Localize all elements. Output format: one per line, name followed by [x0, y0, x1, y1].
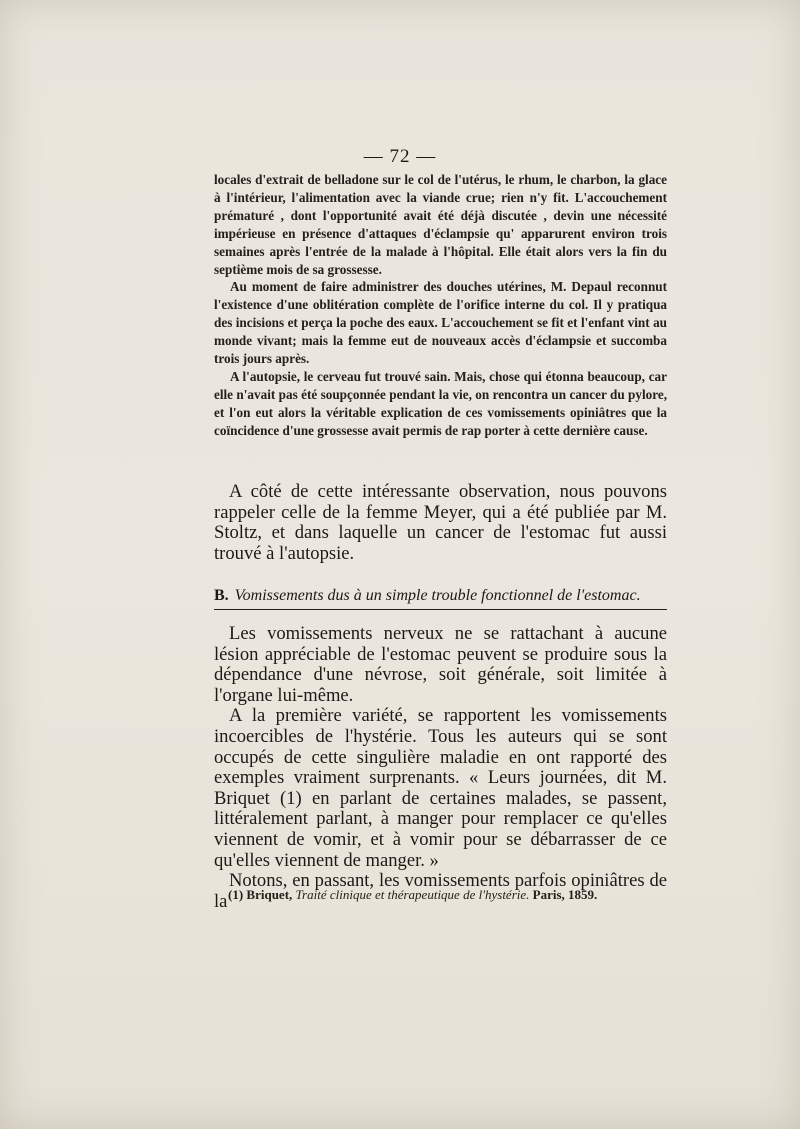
section-title: Vomissements dus à un simple trouble fonctionnel de l'estomac. — [234, 587, 641, 604]
footnote-author: Briquet, — [246, 887, 293, 902]
section-letter: B. — [214, 587, 229, 604]
body-text — [214, 624, 667, 912]
footnote — [228, 887, 668, 903]
intro-text — [214, 482, 667, 564]
section-heading — [214, 586, 667, 610]
footnote-book-title: Traité clinique et thérapeutique de l'hystérie. — [295, 887, 530, 902]
observation-paragraph-1: locales d'extrait de belladone sur le col de l'utérus, le rhum, le charbon, la glace à l'intérieur, l'alimentation avec la viande crue; rien n'y fit. L'accouchement prématuré , dont l'opportunité avait été déjà discutée , devin une nécessité impérieuse en présence d'attaques d'éclampsie qu' apparurent environ trois semaines après l'entrée de la malade à l'hôpital. Elle était alors vers la fin du septième mois de sa grossesse. — [214, 172, 667, 277]
body-paragraph-2: A la première variété, se rapportent les vomissements incoercibles de l'hystérie. Tous les auteurs qui se sont occupés de cette singulière maladie en ont rapporté des exemples vraiment surprenants. « Leurs journées, dit M. Briquet (1) en parlant de certaines malades, se passent, littéralement parlant, à manger pour remplacer ce qu'elles viennent de vomir, et à vomir pour se débarrasser de ce qu'elles viennent de manger. » — [214, 705, 667, 871]
observation-text — [214, 171, 667, 440]
footnote-publication: Paris, 1859. — [532, 887, 598, 902]
intro-paragraph: A côté de cette intéressante observation, nous pouvons rappeler celle de la femme Meyer, qui a été publiée par M. Stoltz, et dans laquelle un cancer de l'estomac fut aussi trouvé à l'autopsie. — [214, 481, 667, 564]
observation-paragraph-2: Au moment de faire administrer des douches utérines, M. Depaul reconnut l'existence d'une oblitération complète de l'orifice interne du col. Il y pratiqua des incisions et perça la poche des eaux. L'accouchement se fit et l'enfant vint au monde vivant; mais la femme eut de nouveaux accès d'éclampsie et succomba trois jours après. — [214, 279, 667, 367]
page-number: — 72 — — [363, 146, 437, 167]
body-paragraph-1: Les vomissements nerveux ne se rattachant à aucune lésion appréciable de l'estomac peuvent se produire sous la dépendance d'une névrose, soit générale, soit limitée à l'organe lui-même. — [214, 623, 667, 706]
footnote-marker: (1) — [228, 887, 244, 902]
body-paragraph-3: Notons, en passant, les vomissements parfois opiniâtres de la — [214, 870, 667, 912]
observation-paragraph-3: A l'autopsie, le cerveau fut trouvé sain. Mais, chose qui étonna beaucoup, car elle n'avait pas été soupçonnée pendant la vie, on rencontra un cancer du pylore, et l'on eut alors la véritable explication de ces vomissements opiniâtres que la coïncidence d'une grossesse avait permis de rap porter à cette dernière cause. — [214, 368, 667, 438]
